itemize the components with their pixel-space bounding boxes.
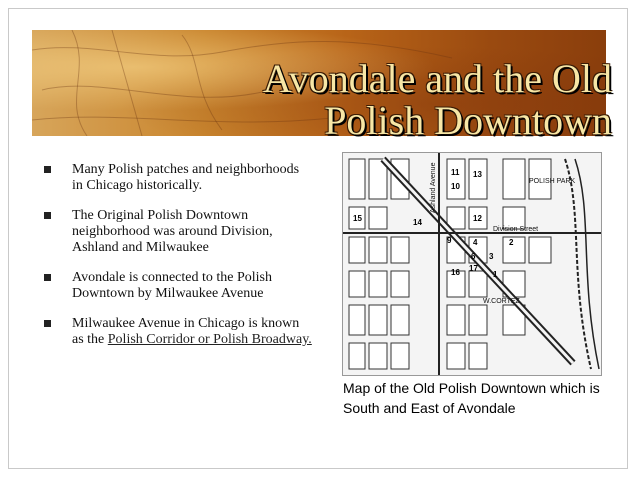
title-line-2: Polish Downtown <box>324 98 612 143</box>
bullet-list <box>42 162 312 362</box>
map-label-polish-park: POLISH PARK <box>529 178 576 185</box>
map-number: 9 <box>447 236 452 245</box>
map-label-wcortez: W.CORTEZ <box>483 298 520 305</box>
square-bullet-icon <box>44 274 51 281</box>
square-bullet-icon <box>44 320 51 327</box>
map-number: 12 <box>473 214 482 223</box>
map-number: 10 <box>451 182 460 191</box>
bullet-item <box>42 208 312 256</box>
bullet-text: Many Polish patches and neighborhoods in Chicago historically. <box>72 162 300 193</box>
map-label-division: Division Street <box>493 226 539 233</box>
map-number: 15 <box>353 214 362 223</box>
bullet-item <box>42 316 312 348</box>
map-label-ashland: Ashland Avenue <box>430 162 437 213</box>
square-bullet-icon <box>44 212 51 219</box>
bullet-item <box>42 162 312 194</box>
map-number: 13 <box>473 170 482 179</box>
bullet-text: The Original Polish Downtown neighborhood was around Division, Ashland and Milwaukee <box>72 208 273 255</box>
polish-corridor-link[interactable]: Polish Corridor or Polish Broadway. <box>107 332 312 347</box>
street-map-image <box>343 153 601 375</box>
map-number: 3 <box>489 252 494 261</box>
map-number: 16 <box>451 268 460 277</box>
title-line-1: Avondale and the Old <box>262 56 612 101</box>
polish-downtown-map <box>342 152 602 376</box>
bullet-text: Avondale is connected to the Polish Downtown by Milwaukee Avenue <box>72 270 272 301</box>
slide-title <box>72 58 612 142</box>
square-bullet-icon <box>44 166 51 173</box>
map-number: 1 <box>493 270 498 279</box>
map-number: 17 <box>469 264 478 273</box>
map-number: 11 <box>451 168 460 177</box>
bullet-item <box>42 270 312 302</box>
map-number: 2 <box>509 238 514 247</box>
map-number: 6 <box>471 252 476 261</box>
bullet-text: Milwaukee Avenue in Chicago is known as the <box>72 316 300 347</box>
map-caption: Map of the Old Polish Downtown which is South and East of Avondale <box>343 380 600 416</box>
map-number: 4 <box>473 238 478 247</box>
map-number: 14 <box>413 218 422 227</box>
title-banner <box>32 30 612 143</box>
